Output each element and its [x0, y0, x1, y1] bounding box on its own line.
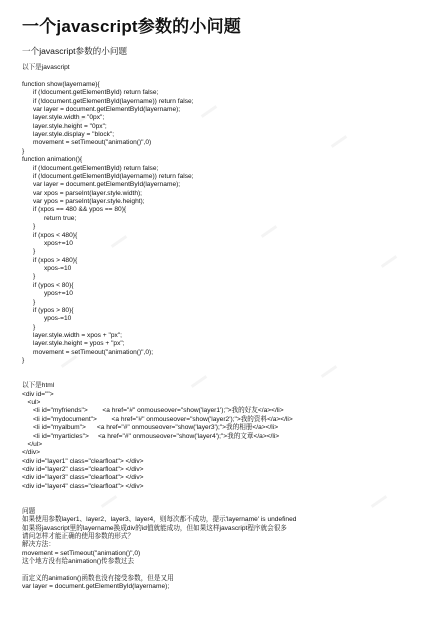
text-line	[22, 72, 422, 80]
text-line: 这个地方没有给animation()传参数过去	[22, 558, 135, 566]
text-line: <div id="layer4" class="clearfloat"> </div>	[22, 482, 144, 490]
text-line: var layer = document.getElementById(layername);	[22, 583, 170, 591]
text-line: 解决方法：	[22, 541, 55, 549]
text-line: <div id="layer1" class="clearfloat"> </div>	[22, 457, 144, 465]
text-line	[22, 567, 422, 575]
text-line: xpos+=10	[22, 239, 73, 247]
text-line: movement = setTimeout("animation()",0)	[22, 139, 152, 147]
text-line: 问题	[22, 507, 36, 515]
text-line: if (!document.getElementById) return false;	[22, 164, 159, 172]
text-line: var ypos = parseInt(layer.style.height);	[22, 198, 145, 205]
text-line: <li id="myfriends"> <a href="#" onmouseover="show('layer1');">我的好友</a></li>	[22, 407, 284, 415]
text-line: 如果使用参数layer1、layer2、layer3、layer4，则每次都不成功，提示'layername' is undefined	[22, 516, 297, 524]
text-line: 以下是javascript	[22, 64, 70, 71]
text-line: var xpos = parseInt(layer.style.width);	[22, 189, 143, 197]
text-line	[22, 500, 422, 508]
text-line: return true;	[22, 214, 77, 222]
text-line	[22, 374, 422, 382]
text-line: }	[22, 147, 25, 155]
text-line: <div id="layer2" class="clearfloat"> </div>	[22, 466, 144, 473]
text-line: ypos-=10	[22, 315, 72, 323]
text-line: </ul>	[22, 440, 43, 448]
text-line: movement = setTimeout("animation()",0);	[22, 348, 154, 356]
text-line: if (xpos < 480){	[22, 231, 78, 239]
text-line: if (!document.getElementById(layername)) return false;	[22, 172, 194, 180]
text-line: if (xpos == 480 && ypos == 80){	[22, 206, 127, 214]
text-line: ypos+=10	[22, 290, 73, 298]
text-line: if (ypos > 80){	[22, 306, 74, 314]
text-line: }	[22, 298, 36, 306]
text-line: </div>	[22, 449, 40, 457]
text-line: <li id="myalbum"> <a href="#" onmouseover="show('layer3');">我的相册</a></li>	[22, 424, 279, 432]
text-line: 请问怎样才能正确的使用参数的形式？	[22, 533, 135, 540]
text-line: layer.style.height = ypos + "px";	[22, 340, 125, 348]
text-line: }	[22, 357, 25, 365]
text-line: layer.style.display = "block";	[22, 131, 115, 138]
text-line: xpos-=10	[22, 265, 72, 272]
text-line: layer.style.width = xpos + "px";	[22, 332, 122, 339]
text-line: if (!document.getElementById) return false;	[22, 89, 159, 97]
text-line: 如果将javascript里的layername换成div的id值就能成功，但如果这样javascript程序就会很多	[22, 524, 287, 532]
text-line: <div id="layer3" class="clearfloat"> </div>	[22, 474, 144, 482]
text-line	[22, 491, 422, 499]
text-line: }	[22, 323, 36, 331]
text-line: movement = setTimeout("animation()",0)	[22, 549, 141, 557]
text-line: <li id="myarticles"> <a href="#" onmouseover="show('layer4');">我的文章</a></li>	[22, 432, 280, 440]
text-line: function animation(){	[22, 156, 83, 164]
text-line	[22, 366, 422, 374]
text-line: if (!document.getElementById(layername)) return false;	[22, 97, 194, 105]
text-line: if (ypos < 80){	[22, 281, 74, 289]
text-line: }	[22, 273, 36, 281]
text-line: <li id="mydocument"> <a href="#" onmouseover="show('layer2');">我的资料</a></li>	[22, 415, 293, 423]
page-subtitle: 一个javascript参数的小问题	[22, 46, 128, 56]
text-line: <div id="">	[22, 390, 54, 398]
text-line: 以下是html	[22, 382, 55, 390]
text-line: if (xpos > 480){	[22, 256, 78, 264]
document-body	[22, 64, 422, 592]
text-line: }	[22, 248, 36, 256]
page-title: 一个javascript参数的小问题	[22, 17, 241, 36]
text-line: function show(layername){	[22, 80, 100, 88]
text-line: layer.style.height = "0px";	[22, 122, 107, 130]
text-line: var layer = document.getElementById(layername);	[22, 181, 181, 189]
text-line: }	[22, 223, 36, 231]
text-line: var layer = document.getElementById(layername);	[22, 105, 181, 113]
text-line: layer.style.width = "0px";	[22, 114, 105, 122]
text-line: 而定义的animation()函数也没有接受参数，但是又用	[22, 574, 174, 582]
text-line: <ul>	[22, 399, 41, 406]
